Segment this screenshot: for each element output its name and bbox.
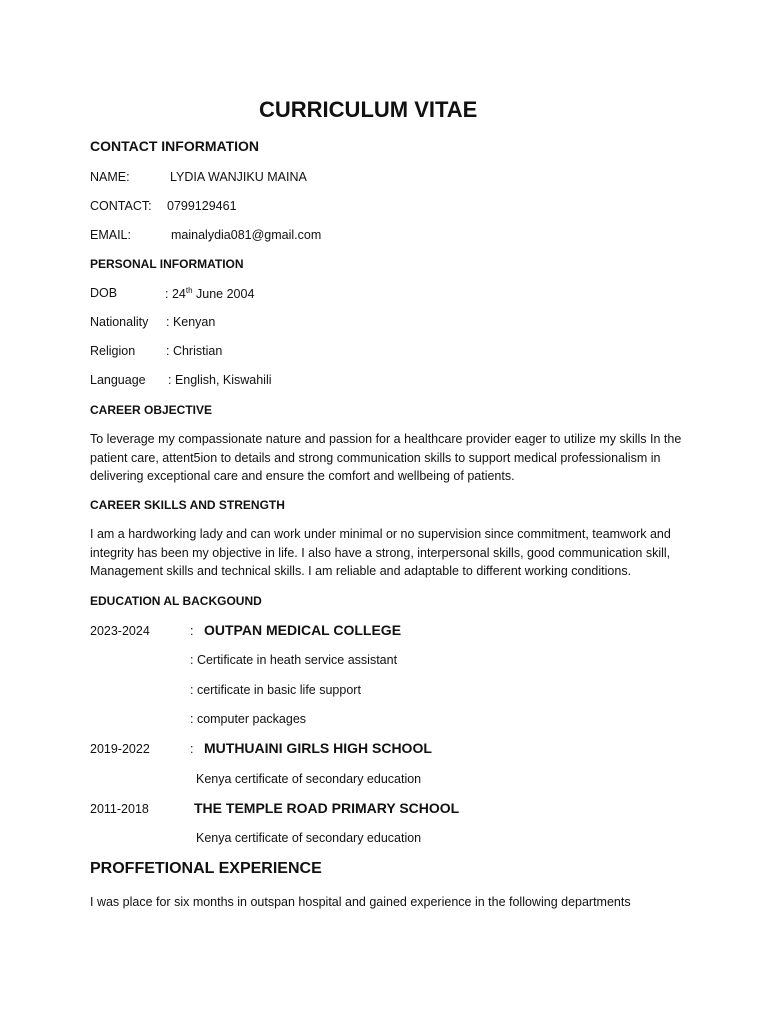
education-colon-2: : (190, 742, 194, 756)
experience-heading: PROFFETIONAL EXPERIENCE (90, 860, 322, 877)
education-colon-1: : (190, 624, 194, 638)
nationality-label: Nationality (90, 315, 149, 329)
language-label: Language (90, 373, 146, 387)
education-item: : Certificate in heath service assistant (190, 653, 398, 667)
religion-value: : Christian (166, 344, 223, 358)
contact-heading: CONTACT INFORMATION (90, 138, 260, 154)
name-label: NAME: (90, 170, 130, 184)
page-title: CURRICULUM VITAE (259, 97, 478, 122)
dob-value: : 24th June 2004 (165, 286, 255, 302)
language-value: : English, Kiswahili (168, 373, 272, 387)
career-objective-text: To leverage my compassionate nature and passion for a healthcare provider eager to utilize my skills In the patient care, attent5ion to details and strong communication skills to support medical professionalism in delivering exceptional care and ensure the comfort and wellbeing of patients. (90, 432, 682, 483)
career-skills-heading: CAREER SKILLS AND STRENGTH (90, 498, 285, 512)
name-value: LYDIA WANJIKU MAINA (170, 170, 307, 184)
email-label: EMAIL: (90, 228, 131, 242)
dob-label: DOB (90, 286, 118, 300)
education-detail-2: Kenya certificate of secondary education (196, 772, 422, 786)
career-objective-heading: CAREER OBJECTIVE (90, 403, 213, 417)
education-item: : computer packages (190, 712, 307, 726)
email-value: mainalydia081@gmail.com (171, 228, 322, 242)
education-item: : certificate in basic life support (190, 683, 361, 697)
contact-value: 0799129461 (167, 199, 237, 213)
experience-text: I was place for six months in outspan hospital and gained experience in the following departments (90, 895, 631, 909)
education-school-1: OUTPAN MEDICAL COLLEGE (204, 622, 402, 638)
career-skills-text: I am a hardworking lady and can work under minimal or no supervision since commitment, teamwork and integrity has been my objective in life. I also have a strong, interpersonal skills, good communication skill, Management skills and technical skills. I am reliable and adaptable to different working conditions. (90, 527, 671, 578)
education-detail-3: Kenya certificate of secondary education (196, 831, 422, 845)
education-years-3: 2011-2018 (90, 802, 149, 816)
education-years-1: 2023-2024 (90, 624, 150, 638)
education-school-2: MUTHUAINI GIRLS HIGH SCHOOL (204, 740, 432, 756)
education-heading: EDUCATION AL BACKGOUND (90, 594, 262, 608)
education-school-3: THE TEMPLE ROAD PRIMARY SCHOOL (194, 800, 460, 816)
contact-label: CONTACT: (90, 199, 152, 213)
education-years-2: 2019-2022 (90, 742, 150, 756)
nationality-value: : Kenyan (166, 315, 216, 329)
religion-label: Religion (90, 344, 136, 358)
personal-heading: PERSONAL INFORMATION (90, 257, 244, 271)
